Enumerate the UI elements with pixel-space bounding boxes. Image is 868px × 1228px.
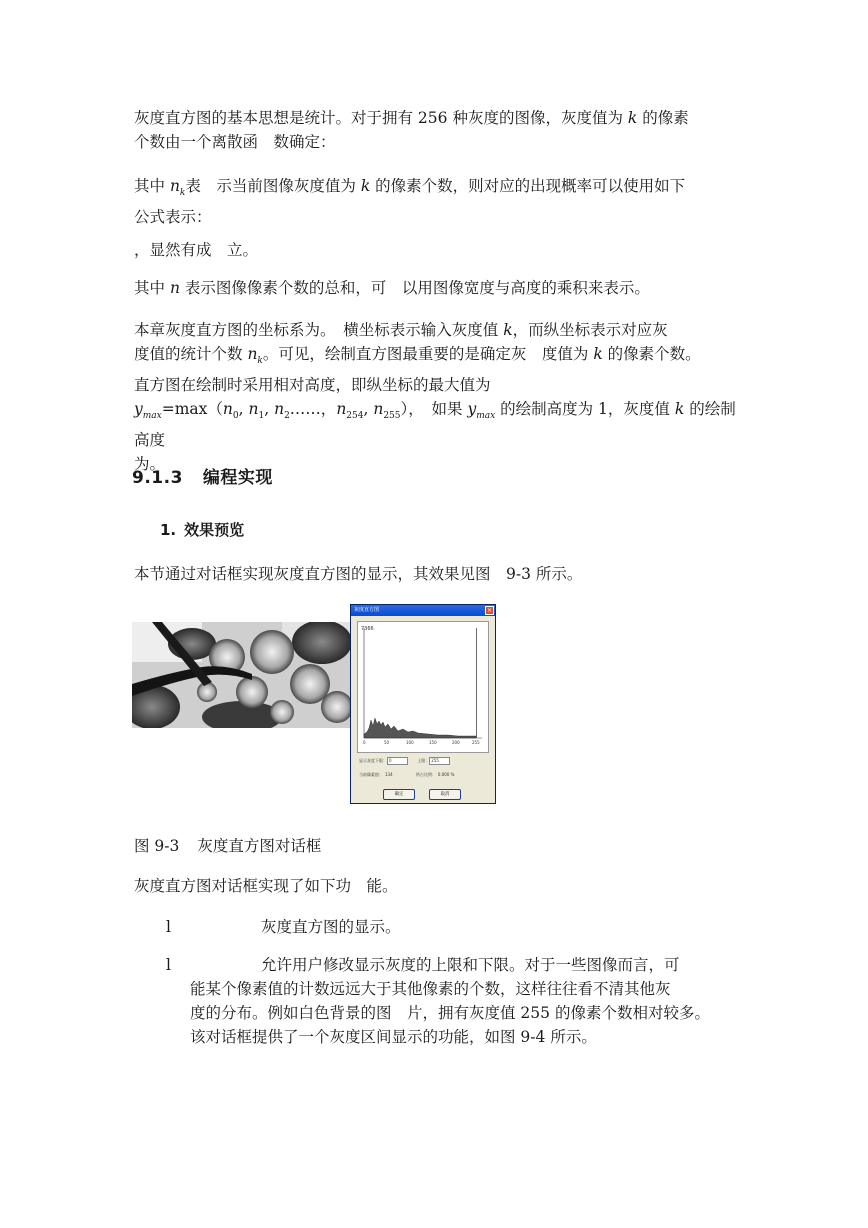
tick-label: 200 [452, 740, 460, 745]
bullet-text: 灰度直方图的显示。 [261, 918, 401, 936]
figure-number: 图 9-3 [134, 837, 180, 855]
paragraph-histogram-idea: 灰度直方图的基本思想是统计。对于拥有 256 种灰度的图像，灰度值为 k 的像素 个数由一个离散函 数确定： [134, 109, 689, 151]
paragraph-n-total: 其中 n 表示图像像素个数的总和，可 以用图像宽度与高度的乘积来表示。 [134, 279, 650, 297]
histogram-graphic [358, 622, 488, 752]
ratio-value: 0.000 % [437, 772, 455, 777]
photo-graphic [132, 622, 352, 728]
subsection-number: 1. [160, 521, 177, 539]
list-item [166, 953, 746, 977]
pixel-count-value: 134 [385, 772, 393, 777]
tick-label: 150 [429, 740, 437, 745]
lower-limit-input[interactable]: 0 [387, 757, 408, 765]
figure-caption [134, 834, 321, 856]
pixel-info-row: 当前像素值： 134 所占比例： 0.000 % [359, 772, 455, 777]
tick-label: 0 [363, 740, 366, 745]
histogram-max-value: 7366 [361, 626, 374, 632]
paragraph-probability: 其中 $n_k$表 示当前图像灰度值为 k 的像素个数，则对应的出现概率可以使用如下 公式表示： [134, 177, 686, 227]
cancel-button[interactable]: 取消 [429, 789, 461, 800]
tick-label: 100 [406, 740, 414, 745]
histogram-plot-area [357, 621, 489, 753]
paragraph-coordinate-system: 本章灰度直方图的坐标系为。 横坐标表示输入灰度值 k，而纵坐标表示对应灰 度值的统计个数 $n_k$。可见，绘制直方图最重要的是确定灰 度值为 k 的像素个数。 直方图在绘制时采用相对高度，即纵坐标的最大值为 $y_{max}=\max(n_0$, $n_1$, $n_2\dots\dots$，$n_{254}$, $n_{255}$）， 如果 $y_{max}$ 的绘制高度为 1，灰度值 k 的绘制高度 为。 [134, 321, 736, 474]
tick-label: 255 [472, 740, 480, 745]
section-heading [132, 463, 273, 488]
paragraph-obviously: ，显然有成 立。 [134, 241, 259, 259]
bullet-marker: l [166, 918, 171, 936]
paragraph-dialog-features: 灰度直方图对话框实现了如下功 能。 [134, 877, 398, 895]
subsection-heading [160, 519, 244, 540]
grayscale-flower-photo [132, 622, 352, 728]
close-icon[interactable]: × [486, 607, 493, 614]
paragraph-dialog-intro: 本节通过对话框实现灰度直方图的显示，其效果见图 9-3 所示。 [134, 565, 583, 583]
section-number: 9.1.3 [132, 468, 183, 488]
bullet-marker: l [166, 956, 171, 974]
bullet-continuation: 能某个像素值的计数远远大于其他像素的个数，这样往往看不清其他灰 度的分布。例如白色背景的图 片，拥有灰度值 255 的像素个数相对较多。 该对话框提供了一个灰度区间显示的功能，如图 9-4 所示。 [190, 980, 710, 1046]
subsection-title: 效果预览 [184, 521, 245, 539]
section-title: 编程实现 [202, 468, 273, 488]
tick-label: 50 [384, 740, 390, 745]
bullet-text: 允许用户修改显示灰度的上限和下限。对于一些图像而言，可 [261, 956, 680, 974]
gray-limit-row: 显示灰度下限： 0 上限： 255 [359, 757, 450, 765]
histogram-dialog [350, 604, 496, 804]
dialog-titlebar [351, 605, 495, 616]
upper-limit-input[interactable]: 255 [429, 757, 450, 765]
ok-button[interactable]: 确定 [383, 789, 415, 800]
figure-title: 灰度直方图对话框 [197, 837, 322, 855]
list-item [166, 915, 746, 939]
histogram-ticks [358, 740, 488, 748]
dialog-title: 灰度直方图 [354, 607, 380, 613]
